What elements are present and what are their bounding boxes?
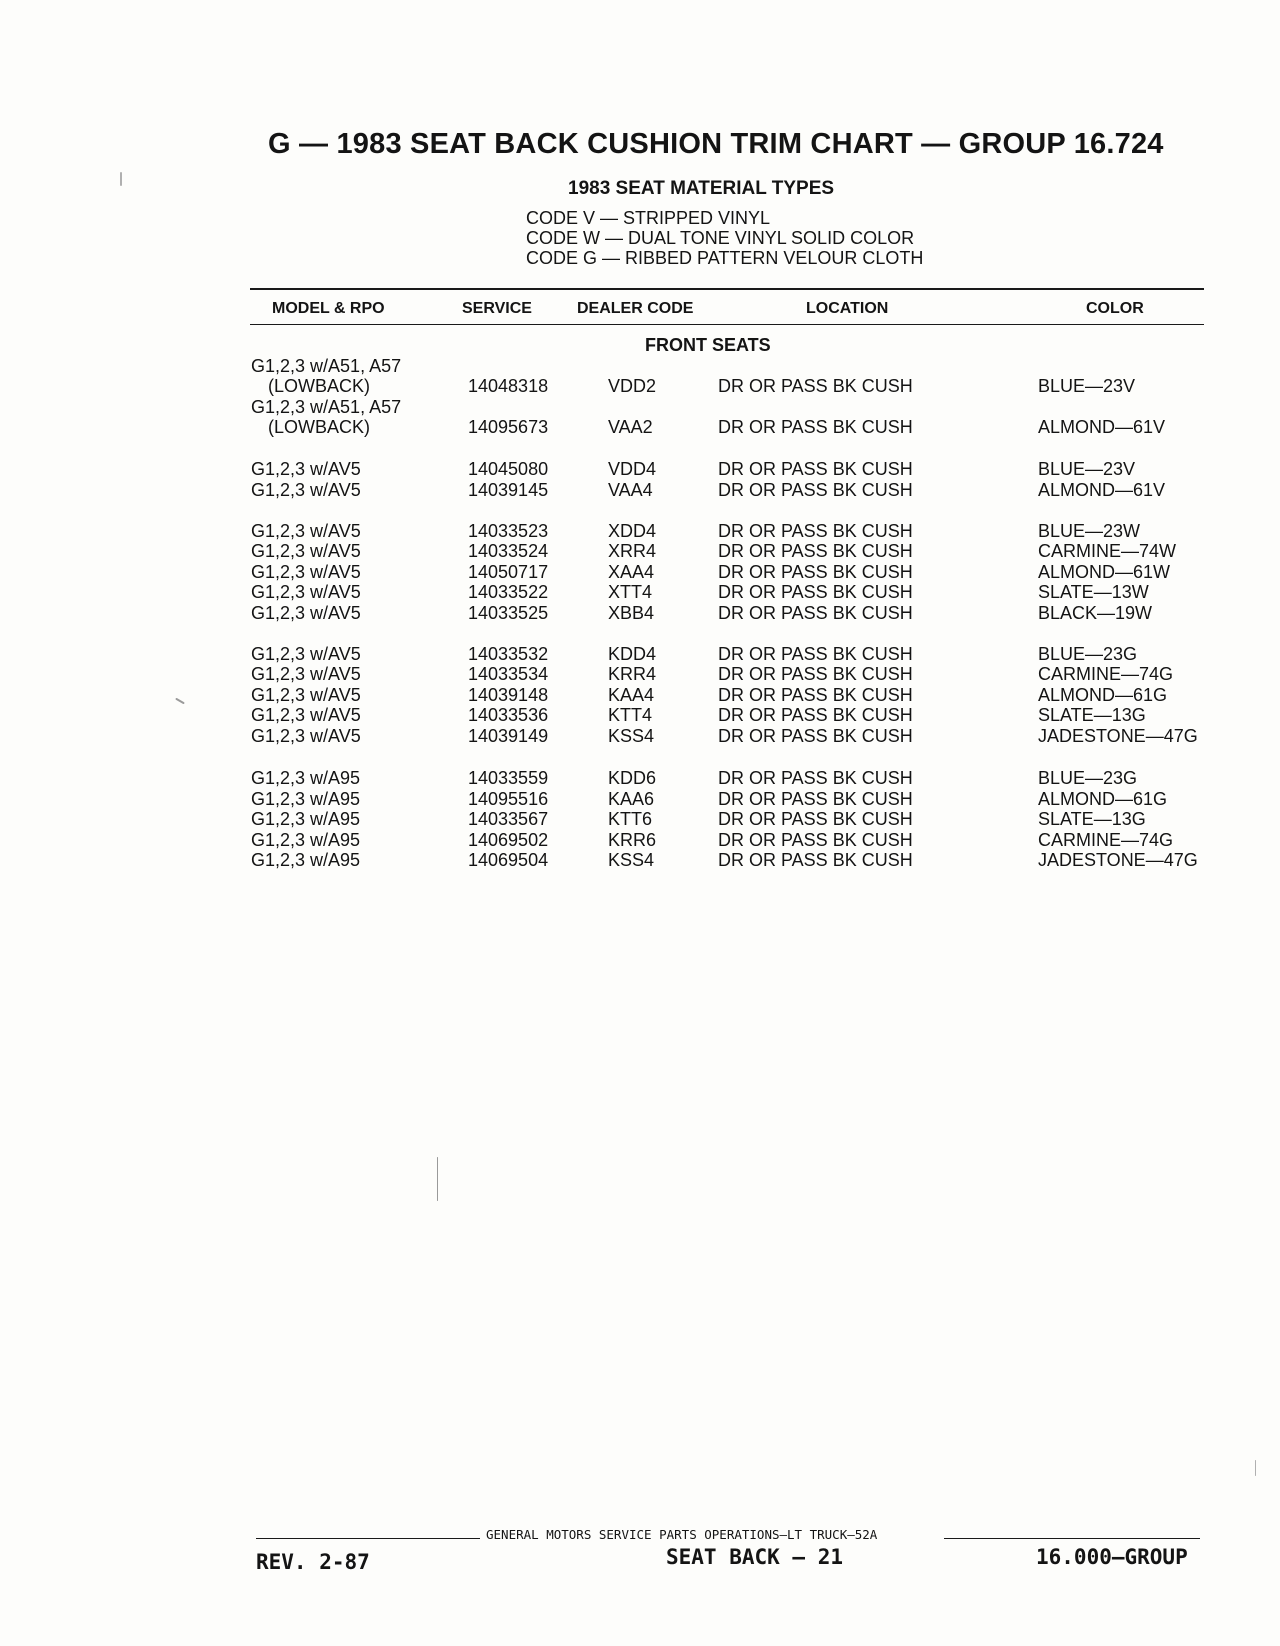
- row-color: BLUE—23W: [1038, 521, 1141, 541]
- row-service-number: 14048318: [468, 376, 549, 396]
- row-dealer-code: KTT4: [608, 705, 653, 725]
- row-location: DR OR PASS BK CUSH: [718, 480, 913, 500]
- row-model: G1,2,3 w/AV5: [251, 664, 361, 684]
- row-location: DR OR PASS BK CUSH: [718, 830, 913, 850]
- row-service-number: 14033567: [468, 809, 549, 829]
- row-color: BLUE—23G: [1038, 644, 1138, 664]
- row-color: BLUE—23V: [1038, 459, 1136, 479]
- row-model: G1,2,3 w/A51, A57: [251, 397, 402, 417]
- row-location: DR OR PASS BK CUSH: [718, 789, 913, 809]
- row-model: G1,2,3 w/AV5: [251, 541, 361, 561]
- row-dealer-code: VAA2: [608, 417, 653, 437]
- row-model: G1,2,3 w/AV5: [251, 459, 361, 479]
- footer-group: 16.000—GROUP: [1036, 1545, 1188, 1569]
- header-service: SERVICE: [462, 300, 532, 317]
- row-dealer-code: KSS4: [608, 726, 655, 746]
- row-service-number: 14095673: [468, 417, 549, 437]
- header-dealer-code: DEALER CODE: [577, 300, 694, 317]
- row-location: DR OR PASS BK CUSH: [718, 562, 913, 582]
- row-location: DR OR PASS BK CUSH: [718, 768, 913, 788]
- row-location: DR OR PASS BK CUSH: [718, 417, 913, 437]
- row-dealer-code: XRR4: [608, 541, 657, 561]
- row-location: DR OR PASS BK CUSH: [718, 582, 913, 602]
- row-location: DR OR PASS BK CUSH: [718, 644, 913, 664]
- row-service-number: 14069502: [468, 830, 549, 850]
- row-model-note: (LOWBACK): [268, 417, 371, 437]
- header-location: LOCATION: [806, 300, 889, 317]
- row-location: DR OR PASS BK CUSH: [718, 459, 913, 479]
- row-color: SLATE—13W: [1038, 582, 1149, 602]
- row-color: ALMOND—61W: [1038, 562, 1171, 582]
- scan-mark: [120, 172, 122, 186]
- row-model: G1,2,3 w/A95: [251, 809, 361, 829]
- row-location: DR OR PASS BK CUSH: [718, 603, 913, 623]
- row-color: JADESTONE—47G: [1038, 850, 1198, 870]
- material-codes-list: [526, 208, 923, 268]
- row-service-number: 14033525: [468, 603, 549, 623]
- row-location: DR OR PASS BK CUSH: [718, 850, 913, 870]
- row-dealer-code: XTT4: [608, 582, 653, 602]
- scan-mark: [1255, 1460, 1256, 1476]
- row-model: G1,2,3 w/A95: [251, 830, 361, 850]
- row-service-number: 14045080: [468, 459, 549, 479]
- row-dealer-code: XAA4: [608, 562, 655, 582]
- table-top-rule: [250, 288, 1204, 290]
- row-model: G1,2,3 w/AV5: [251, 521, 361, 541]
- row-color: CARMINE—74G: [1038, 664, 1174, 684]
- row-service-number: 14033522: [468, 582, 549, 602]
- footer-rule-right: [944, 1538, 1200, 1539]
- row-dealer-code: KAA6: [608, 789, 655, 809]
- footer-rule-left: [256, 1538, 480, 1539]
- header-model: MODEL & RPO: [272, 300, 385, 317]
- row-dealer-code: KDD4: [608, 644, 657, 664]
- row-color: BLACK—19W: [1038, 603, 1153, 623]
- row-model-note: (LOWBACK): [268, 376, 371, 396]
- material-types-heading: 1983 SEAT MATERIAL TYPES: [568, 178, 835, 199]
- row-dealer-code: KAA4: [608, 685, 655, 705]
- row-color: ALMOND—61V: [1038, 417, 1166, 437]
- row-model: G1,2,3 w/A51, A57: [251, 356, 402, 376]
- scan-mark: [175, 698, 185, 705]
- row-location: DR OR PASS BK CUSH: [718, 705, 913, 725]
- scan-mark: [437, 1157, 438, 1201]
- row-model: G1,2,3 w/AV5: [251, 685, 361, 705]
- row-service-number: 14033532: [468, 644, 549, 664]
- row-model: G1,2,3 w/AV5: [251, 603, 361, 623]
- row-color: ALMOND—61G: [1038, 789, 1168, 809]
- row-color: CARMINE—74W: [1038, 541, 1177, 561]
- header-color: COLOR: [1086, 300, 1144, 317]
- page-title: G — 1983 SEAT BACK CUSHION TRIM CHART — GROUP 16.724: [268, 128, 1164, 160]
- row-dealer-code: VDD4: [608, 459, 657, 479]
- row-location: DR OR PASS BK CUSH: [718, 521, 913, 541]
- footer-publisher: GENERAL MOTORS SERVICE PARTS OPERATIONS—LT TRUCK—52A: [486, 1527, 878, 1542]
- row-dealer-code: KRR6: [608, 830, 657, 850]
- row-color: ALMOND—61V: [1038, 480, 1166, 500]
- row-location: DR OR PASS BK CUSH: [718, 685, 913, 705]
- material-code-v: CODE V — STRIPPED VINYL: [526, 208, 771, 228]
- row-model: G1,2,3 w/A95: [251, 768, 361, 788]
- footer-revision: REV. 2-87: [256, 1550, 370, 1574]
- row-model: G1,2,3 w/A95: [251, 789, 361, 809]
- row-dealer-code: KSS4: [608, 850, 655, 870]
- row-color: SLATE—13G: [1038, 705, 1146, 725]
- row-dealer-code: XDD4: [608, 521, 657, 541]
- row-service-number: 14050717: [468, 562, 549, 582]
- row-service-number: 14039145: [468, 480, 549, 500]
- row-service-number: 14095516: [468, 789, 549, 809]
- row-color: SLATE—13G: [1038, 809, 1146, 829]
- row-color: JADESTONE—47G: [1038, 726, 1198, 746]
- section-front-seats: FRONT SEATS: [645, 335, 771, 355]
- row-model: G1,2,3 w/AV5: [251, 562, 361, 582]
- row-dealer-code: KRR4: [608, 664, 657, 684]
- row-model: G1,2,3 w/AV5: [251, 582, 361, 602]
- row-location: DR OR PASS BK CUSH: [718, 809, 913, 829]
- row-model: G1,2,3 w/AV5: [251, 644, 361, 664]
- row-dealer-code: KDD6: [608, 768, 657, 788]
- material-code-w: CODE W — DUAL TONE VINYL SOLID COLOR: [526, 228, 915, 248]
- row-service-number: 14033536: [468, 705, 549, 725]
- row-color: CARMINE—74G: [1038, 830, 1174, 850]
- row-location: DR OR PASS BK CUSH: [718, 541, 913, 561]
- material-code-g: CODE G — RIBBED PATTERN VELOUR CLOTH: [526, 248, 924, 268]
- row-service-number: 14039148: [468, 685, 549, 705]
- table-header-rule: [250, 324, 1204, 325]
- row-color: BLUE—23V: [1038, 376, 1136, 396]
- row-location: DR OR PASS BK CUSH: [718, 376, 913, 396]
- row-location: DR OR PASS BK CUSH: [718, 664, 913, 684]
- row-service-number: 14069504: [468, 850, 549, 870]
- row-dealer-code: VDD2: [608, 376, 657, 396]
- row-model: G1,2,3 w/A95: [251, 850, 361, 870]
- row-service-number: 14033523: [468, 521, 549, 541]
- row-color: BLUE—23G: [1038, 768, 1138, 788]
- row-service-number: 14039149: [468, 726, 549, 746]
- row-dealer-code: VAA4: [608, 480, 653, 500]
- footer-page-label: SEAT BACK – 21: [666, 1545, 844, 1569]
- row-color: ALMOND—61G: [1038, 685, 1168, 705]
- row-service-number: 14033534: [468, 664, 549, 684]
- row-model: G1,2,3 w/AV5: [251, 480, 361, 500]
- row-dealer-code: KTT6: [608, 809, 653, 829]
- row-dealer-code: XBB4: [608, 603, 655, 623]
- row-model: G1,2,3 w/AV5: [251, 705, 361, 725]
- row-service-number: 14033524: [468, 541, 549, 561]
- row-location: DR OR PASS BK CUSH: [718, 726, 913, 746]
- row-model: G1,2,3 w/AV5: [251, 726, 361, 746]
- row-service-number: 14033559: [468, 768, 549, 788]
